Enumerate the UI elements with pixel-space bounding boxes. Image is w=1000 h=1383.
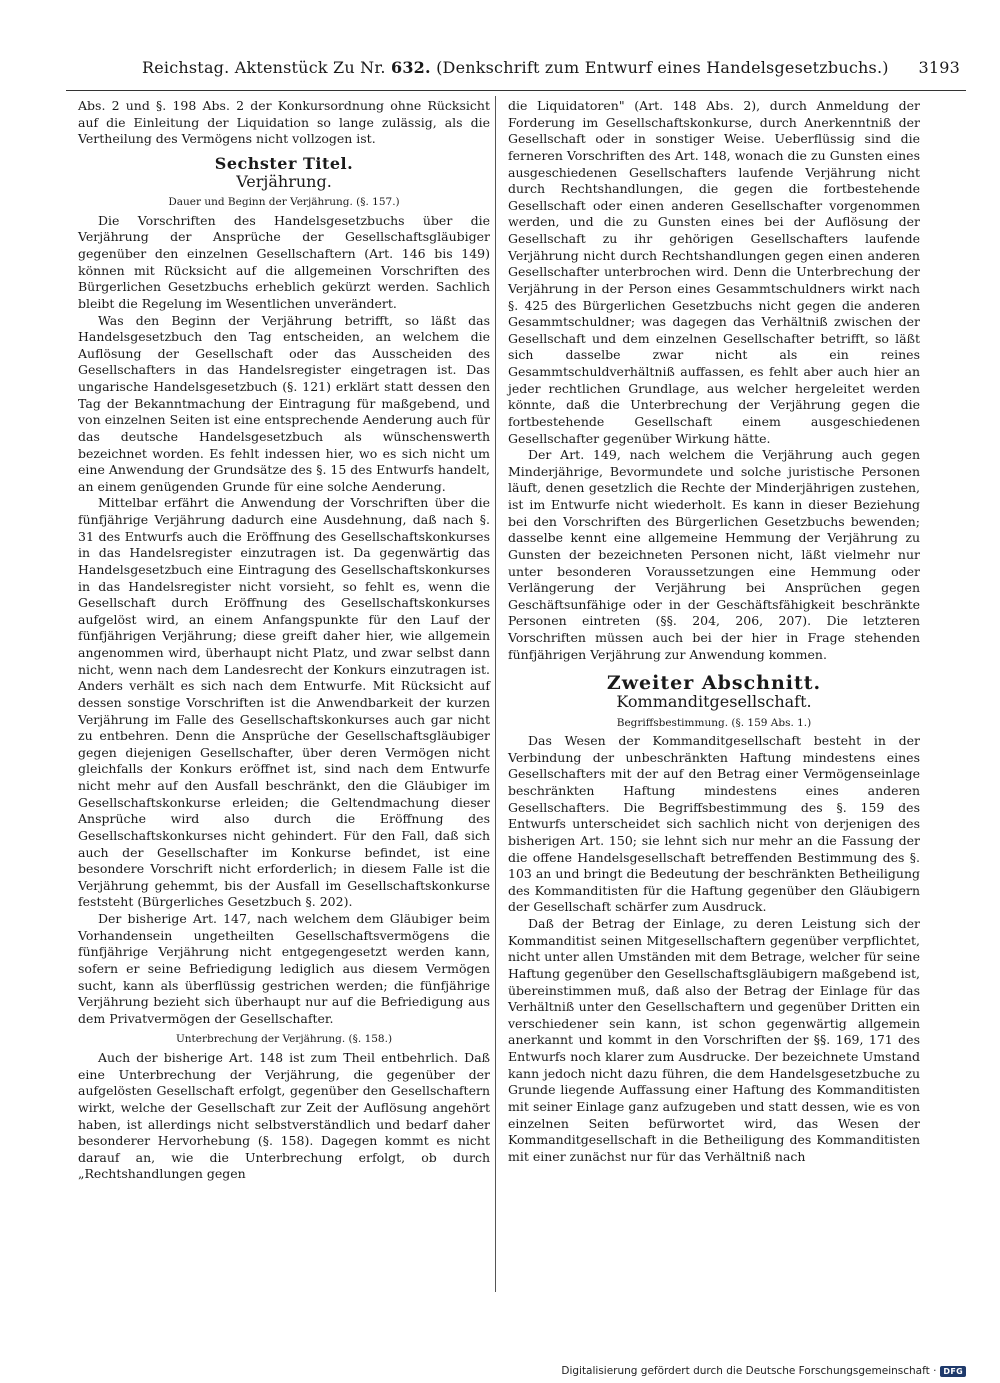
column-divider	[495, 96, 496, 1292]
section-title: Zweiter Abschnitt.	[606, 672, 822, 695]
section-subtitle: Kommanditgesellschaft.	[616, 691, 812, 711]
paragraph: Daß der Betrag der Einlage, zu deren Leistung sich der Kommanditist seinen Mitgesellschaftern gegenüber verpflichtet, nicht unter allen Umständen mit dem Betrage, welcher für seine Haftung gegenüber den Gesellschaftsgläubigern maßgebend ist, übereinstimmen muß, daß also der Betrag der Einlage für das Verhältniß unter den Gesellschaftern und gegenüber Dritten ein verschiedener sein kann, ist schon gegenwärtig allgemein anerkannt und kommt in den Vorschriften der §§. 169, 171 des Entwurfs noch klarer zum Ausdrucke. Der bezeichnete Umstand kann jedoch nicht dazu führen, die dem Handelsgesetzbuche zu Grunde liegende Auffassung einer Haftung des Kommanditisten mit seiner Einlage ganz aufzugeben und statt dessen, wie es von einzelnen Seiten befürwortet wird, das Wesen der Kommanditgesellschaft in die Betheiligung des Kommanditisten mit einer zunächst nur für das Verhältniß nach	[508, 916, 920, 1164]
section-title: Sechster Titel.	[214, 153, 354, 173]
dfg-logo-icon: DFG	[940, 1366, 966, 1377]
header-rule	[66, 90, 966, 91]
paragraph: Was den Beginn der Verjährung betrifft, so läßt das Handelsgesetzbuch den Tag entscheiden, an welchem die Auflösung der Gesellschaft oder das Ausscheiden des Gesellschafters in das Handelsregister eingetragen ist. Das ungarische Handelsgesetzbuch (§. 121) erklärt statt dessen den Tag der Bekanntmachung der Eintragung für maßgebend, und von einzelnen Seiten ist eine entsprechende Aenderung auch für das deutsche Handelsgesetzbuch als wünschenswerth bezeichnet worden. Es fehlt indessen hier, wo es sich nicht um eine Anwendung der Grundsätze des §. 15 des Entwurfs handelt, an einem genügenden Grunde für eine solche Aenderung.	[78, 312, 490, 494]
running-title-suffix: (Denkschrift zum Entwurf eines Handelsgesetzbuchs.)	[436, 58, 889, 77]
paragraph: Mittelbar erfährt die Anwendung der Vorschriften über die fünfjährige Verjährung dadurch eine Ausdehnung, daß nach §. 31 des Entwurfs auch die Eröffnung des Gesellschaftskonkurses in das Handelsregister einzutragen ist. Da gegenwärtig das Handelsgesetzbuch eine Eintragung des Gesellschaftskonkurses in das Handelsregister nicht vorsieht, so fehlt es, wenn die Gesellschaft durch Eröffnung des Gesellschaftskonkurses aufgelöst wird, an einem Anfangspunkte für den Lauf der fünfjährigen Verjährung; diese greift daher hier, wie allgemein angenommen wird, überhaupt nicht Platz, und zwar selbst dann nicht, wenn nach dem Landesrecht der Konkurs einzutragen ist. Anders verhält es sich nach dem Entwurfe. Mit Rücksicht auf dessen sonstige Vorschriften ist die Anwendbarkeit der kurzen Verjährung im Falle des Gesellschaftskonkurses auch gar nicht zu entbehren. Denn die Ansprüche der Gesellschaftsgläubiger gegen diejenigen Gesellschafter, über deren Vermögen nicht gleichfalls der Konkurs eröffnet ist, sind nach dem Entwurfe nicht mehr auf den Ausfall beschränkt, den die Gläubiger im Gesellschaftskonkurse erleiden; die Geltendmachung dieser Ansprüche wird also durch die Eröffnung des Gesellschaftskonkurses nicht gehindert. Für den Fall, daß sich auch der Gesellschafter im Konkurse befindet, ist eine besondere Vorschrift nicht erforderlich; in diesem Falle ist die Verjährung gehemmt, bis der Ausfall im Gesellschaftskonkurse feststeht (Bürgerliches Gesetzbuch §. 202).	[78, 495, 490, 910]
right-column	[508, 98, 920, 1165]
paragraph: Der bisherige Art. 147, nach welchem dem Gläubiger beim Vorhandensein ungetheilten Gesellschaftsvermögens die fünfjährige Verjährung nicht entgegengesetzt werden kann, sofern er seine Befriedigung lediglich aus diesem Vermögen sucht, kann als überflüssig gestrichen werden; die fünfjährige Verjährung bezieht sich überhaupt nur auf die Befriedigung aus dem Privatvermögen der Gesellschafter.	[78, 911, 490, 1026]
paragraph: Der Art. 149, nach welchem die Verjährung auch gegen Minderjährige, Bevormundete und solche juristische Personen läuft, denen gesetzlich die Rechte der Minderjährigen zustehen, ist im Entwurfe nicht wiederholt. Es kann in dieser Beziehung bei den Vorschriften des Bürgerlichen Gesetzbuchs bewenden; dasselbe kennt eine allgemeine Hemmung der Verjährung zu Gunsten der bezeichneten Personen nicht, läßt vielmehr nur unter besonderen Voraussetzungen eine Hemmung oder Verlängerung der Verjährung bei Ansprüchen gegen Geschäftsunfähige oder in der Geschäftsfähigkeit beschränkte Personen eintreten (§§. 204, 206, 207). Die letzteren Vorschriften müssen auch bei der hier in Frage stehenden fünfjährigen Verjährung zur Anwendung kommen.	[508, 447, 920, 662]
paragraph: Auch der bisherige Art. 148 ist zum Theil entbehrlich. Daß eine Unterbrechung der Verjährung, die gegenüber der aufgelösten Gesellschaft erfolgt, gegenüber den Gesellschaftern wirkt, welche der Gesellschaft zur Zeit der Auflösung angehört haben, ist allerdings nicht selbstverständlich und bedarf daher besonderer Hervorhebung (§. 158). Dagegen kommt es nicht darauf an, wie die Unterbrechung erfolgt, ob durch „Rechtshandlungen gegen	[78, 1050, 490, 1182]
left-column	[78, 98, 490, 1183]
page-header	[70, 56, 960, 86]
paragraph: Das Wesen der Kommanditgesellschaft besteht in der Verbindung der unbeschränkten Haftung mindestens eines Gesellschafters mit der auf den Betrag einer Vermögenseinlage beschränkten Haftung mindestens eines anderen Gesellschafters. Die Begriffsbestimmung des §. 159 des Entwurfs unterscheidet sich sachlich nicht von derjenigen des bisherigen Art. 150; sie lehnt sich nur mehr an die Fassung der die offene Handelsgesellschaft betreffenden Bestimmung des §. 103 an und bringt die Bedeutung der beschränkten Betheiligung des Kommanditisten für die Haftung gegenüber den Gläubigern der Gesellschaft schärfer zum Ausdruck.	[508, 733, 920, 915]
section-subtitle: Verjährung.	[236, 171, 332, 191]
running-title	[142, 58, 889, 77]
footer-credit: Digitalisierung gefördert durch die Deutsche Forschungsgemeinschaft ·	[561, 1365, 937, 1377]
document-number: 632.	[391, 58, 431, 77]
paragraph: Die Vorschriften des Handelsgesetzbuchs über die Verjährung der Ansprüche der Gesellschaftsgläubiger gegenüber den einzelnen Gesellschaftern (Art. 146 bis 149) können mit Rücksicht auf die allgemeinen Vorschriften des Bürgerlichen Gesetzbuchs erheblich gekürzt werden. Sachlich bleibt die Regelung im Wesentlichen unverändert.	[78, 212, 490, 311]
paragraph: Abs. 2 und §. 198 Abs. 2 der Konkursordnung ohne Rücksicht auf die Einleitung der Liquidation so lange zulässig, als die Vertheilung des Vermögens nicht vollzogen ist.	[78, 98, 490, 147]
digitization-footer	[561, 1365, 966, 1377]
paragraph: die Liquidatoren" (Art. 148 Abs. 2), durch Anmeldung der Forderung im Gesellschaftskonkurse, durch Anerkenntniß der Gesellschaft oder in sonstiger Weise. Ueberflüssig sind die ferneren Vorschriften des Art. 148, wonach die zu Gunsten eines ausgeschiedenen Gesellschafters laufende Verjährung nicht durch Rechtshandlungen, die gegen die fortbestehende Gesellschaft oder einen anderen Gesellschafter vorgenommen werden, und die zu Gunsten eines bei der Auflösung der Gesellschaft zu ihr gehörigen Gesellschafters laufende Verjährung nicht durch Rechtshandlungen gegen einen anderen Gesellschafter unterbrochen wird. Denn die Unterbrechung der Verjährung in der Person eines Gesammtschuldners wirkt nach §. 425 des Bürgerlichen Gesetzbuchs nicht gegen die anderen Gesammtschuldner; was dagegen das Verhältniß zwischen der Gesellschaft und dem einzelnen Gesellschafter betrifft, so läßt sich dasselbe zwar nicht als ein reines Gesammtschuldverhältniß auffassen, es fehlt aber auch hier an jeder rechtlichen Grundlage, aus welcher hergeleitet werden könnte, daß die Unterbrechung der Verjährung gegen die fortbestehende Gesellschaft einem ausgeschiedenen Gesellschafter gegenüber Wirkung hätte.	[508, 98, 920, 446]
running-title-prefix: Reichstag. Aktenstück Zu Nr.	[142, 58, 386, 77]
page-number: 3193	[918, 58, 960, 77]
paragraph-heading: Begriffsbestimmung. (§. 159 Abs. 1.)	[616, 716, 812, 729]
paragraph-heading: Dauer und Beginn der Verjährung. (§. 157.)	[168, 196, 400, 209]
paragraph-heading: Unterbrechung der Verjährung. (§. 158.)	[175, 1033, 393, 1046]
